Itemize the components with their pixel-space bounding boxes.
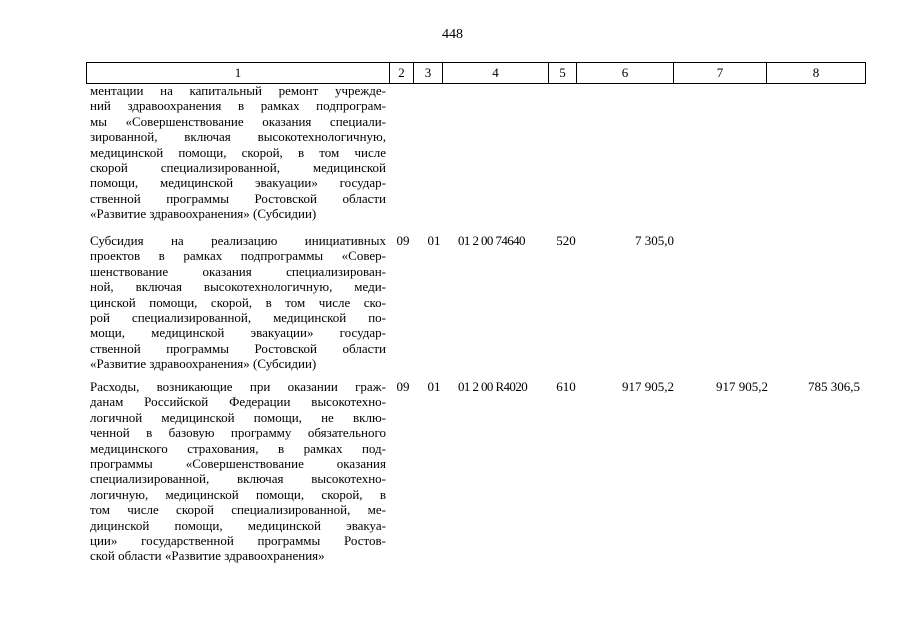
description-line: мощи, медицинской эвакуации» государ- (90, 325, 386, 341)
description-line: дицинской помощи, медицинской эвакуа- (90, 517, 386, 533)
header-col-3: 3 (414, 63, 443, 84)
amount-col-6: 917 905,2 (622, 379, 674, 394)
description-line: ской области «Развитие здравоохранения» (90, 548, 325, 564)
description-line: «Развитие здравоохранения» (Субсидии) (90, 206, 317, 222)
header-col-2: 2 (390, 63, 414, 84)
description-line: скорой специализированной, медицинской (90, 160, 386, 176)
description-line: проектов в рамках подпрограммы «Совер- (90, 248, 386, 264)
header-col-6: 6 (577, 63, 674, 84)
row-description (90, 233, 386, 372)
column-header-table (86, 62, 866, 84)
subsection-code: 01 (427, 233, 441, 248)
description-line: специализированной, включая высокотехно- (90, 471, 386, 487)
section-code: 09 (396, 379, 410, 394)
header-col-1: 1 (87, 63, 390, 84)
description-line: Расходы, возникающие при оказании граж- (90, 379, 386, 394)
description-line: шенствование оказания специализирован- (90, 263, 386, 279)
description-line: логичную, медицинской помощи, скорой, в (90, 486, 386, 502)
section-code: 09 (396, 233, 410, 248)
description-line: программы «Совершенствование оказания (90, 456, 386, 472)
header-row (87, 63, 866, 84)
description-line: ной, включая высокотехнологичную, меди- (90, 279, 386, 295)
page-number: 448 (442, 27, 463, 42)
amount-col-7: 917 905,2 (716, 379, 768, 394)
header-col-4: 4 (443, 63, 549, 84)
description-line: рой специализированной, медицинской по- (90, 310, 386, 326)
description-line: медицинской помощи, скорой, в том числе (90, 144, 386, 160)
row-description (90, 379, 386, 564)
description-line: данам Российской Федерации высокотехно- (90, 394, 386, 410)
description-line: мы «Совершенствование оказания специали- (90, 113, 386, 129)
description-line: зированной, включая высокотехнологичную, (90, 129, 386, 145)
description-line: «Развитие здравоохранения» (Субсидии) (90, 356, 317, 372)
subsection-code: 01 (427, 379, 441, 394)
description-line: медицинского страхования, в рамках под- (90, 440, 386, 456)
description-line: ственной программы Ростовской области (90, 190, 386, 206)
header-col-7: 7 (674, 63, 767, 84)
header-col-5: 5 (549, 63, 577, 84)
amount-col-6: 7 305,0 (635, 233, 674, 248)
description-line: помощи, медицинской эвакуации» государ- (90, 175, 386, 191)
description-line: ченной в базовую программу обязательного (90, 425, 386, 441)
description-line: ции» государственной программы Ростов- (90, 533, 386, 549)
amount-col-8: 785 306,5 (808, 379, 860, 394)
expense-type-code: 520 (556, 233, 576, 248)
description-line: логичной медицинской помощи, не вклю- (90, 409, 386, 425)
target-article-code: 01 2 00 74640 (458, 233, 525, 248)
description-line: ментации на капитальный ремонт учрежде- (90, 83, 386, 98)
expense-type-code: 610 (556, 379, 576, 394)
row-description (90, 83, 386, 222)
header-col-8: 8 (767, 63, 866, 84)
description-line: том числе скорой специализированной, ме- (90, 502, 386, 518)
description-line: ний здравоохранения в рамках подпрограм- (90, 98, 386, 114)
target-article-code: 01 2 00 R4020 (458, 379, 528, 394)
description-line: ственной программы Ростовской области (90, 340, 386, 356)
description-line: Субсидия на реализацию инициативных (90, 233, 386, 248)
description-line: цинской помощи, скорой, в том числе ско- (90, 294, 386, 310)
